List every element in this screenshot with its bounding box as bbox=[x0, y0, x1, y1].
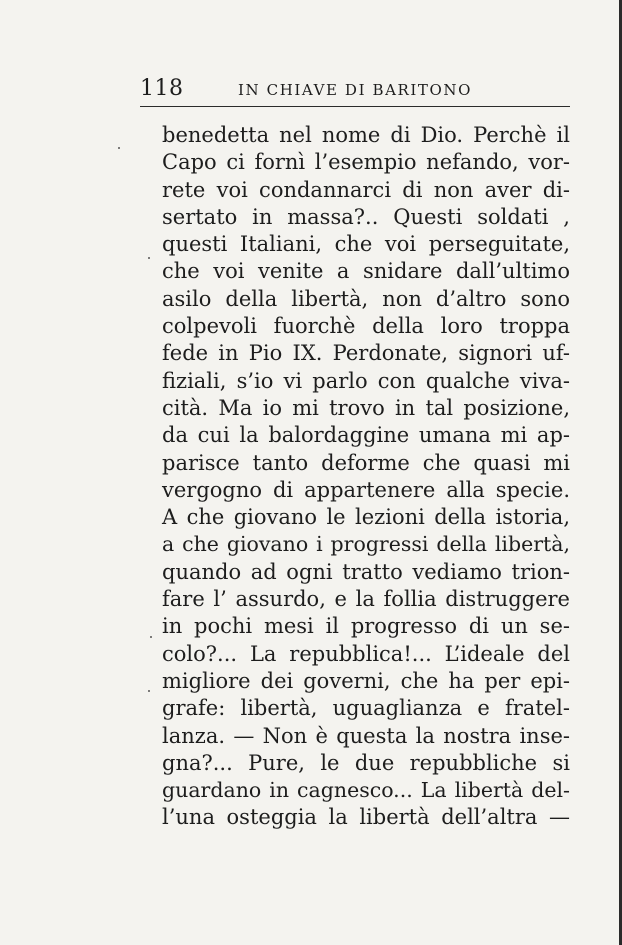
text-line: grafe: libertà, uguaglianza e fratel- bbox=[162, 696, 570, 721]
text-line: sertato in massa?.. Questi soldati , bbox=[162, 204, 570, 229]
text-line: rete voi condannarci di non aver di- bbox=[162, 177, 570, 202]
body-text bbox=[162, 122, 570, 832]
header-rule bbox=[140, 106, 570, 107]
text-line: Capo ci fornì l’esempio nefando, vor- bbox=[162, 150, 570, 175]
text-line: fiziali, s’io vi parlo con qualche viva- bbox=[162, 368, 570, 393]
text-line: colo?... La repubblica!... L’ideale del bbox=[162, 641, 570, 666]
text-line: guardano in cagnesco... La libertà del- bbox=[162, 778, 570, 803]
print-speck bbox=[150, 636, 152, 638]
text-line: asilo della libertà, non d’altro sono bbox=[162, 286, 570, 311]
page-number: 118 bbox=[140, 76, 184, 101]
text-line: fare l’ assurdo, e la follia distruggere bbox=[162, 587, 570, 612]
text-line: gna?... Pure, le due repubbliche si bbox=[162, 750, 570, 775]
text-line: migliore dei governi, che ha per epi- bbox=[162, 668, 570, 693]
text-line: colpevoli fuorchè della loro troppa bbox=[162, 314, 570, 339]
text-line: in pochi mesi il progresso di un se- bbox=[162, 614, 570, 639]
text-line: vergogno di appartenere alla specie. bbox=[162, 477, 570, 502]
print-speck bbox=[118, 147, 120, 149]
text-line: fede in Pio IX. Perdonate, signori uf- bbox=[162, 341, 570, 366]
text-line: a che giovano i progressi della libertà, bbox=[162, 532, 570, 557]
text-line: A che giovano le lezioni della istoria, bbox=[162, 505, 570, 530]
text-line: quando ad ogni tratto vediamo trion- bbox=[162, 559, 570, 584]
running-head-title: IN CHIAVE DI BARITONO bbox=[238, 81, 473, 99]
page-header bbox=[140, 72, 570, 108]
text-line: benedetta nel nome di Dio. Perchè il bbox=[162, 123, 570, 147]
print-speck bbox=[148, 257, 150, 259]
text-line: lanza. — Non è questa la nostra inse- bbox=[162, 723, 570, 748]
text-line: l’una osteggia la libertà dell’altra — bbox=[162, 805, 570, 830]
text-line: parisce tanto deforme che quasi mi bbox=[162, 450, 570, 475]
text-line: cità. Ma io mi trovo in tal posizione, bbox=[162, 395, 570, 420]
print-speck bbox=[148, 690, 150, 692]
text-line: questi Italiani, che voi perseguitate, bbox=[162, 232, 570, 257]
text-line: da cui la balordaggine umana mi ap- bbox=[162, 423, 570, 448]
text-line: che voi venite a snidare dall’ultimo bbox=[162, 259, 570, 284]
